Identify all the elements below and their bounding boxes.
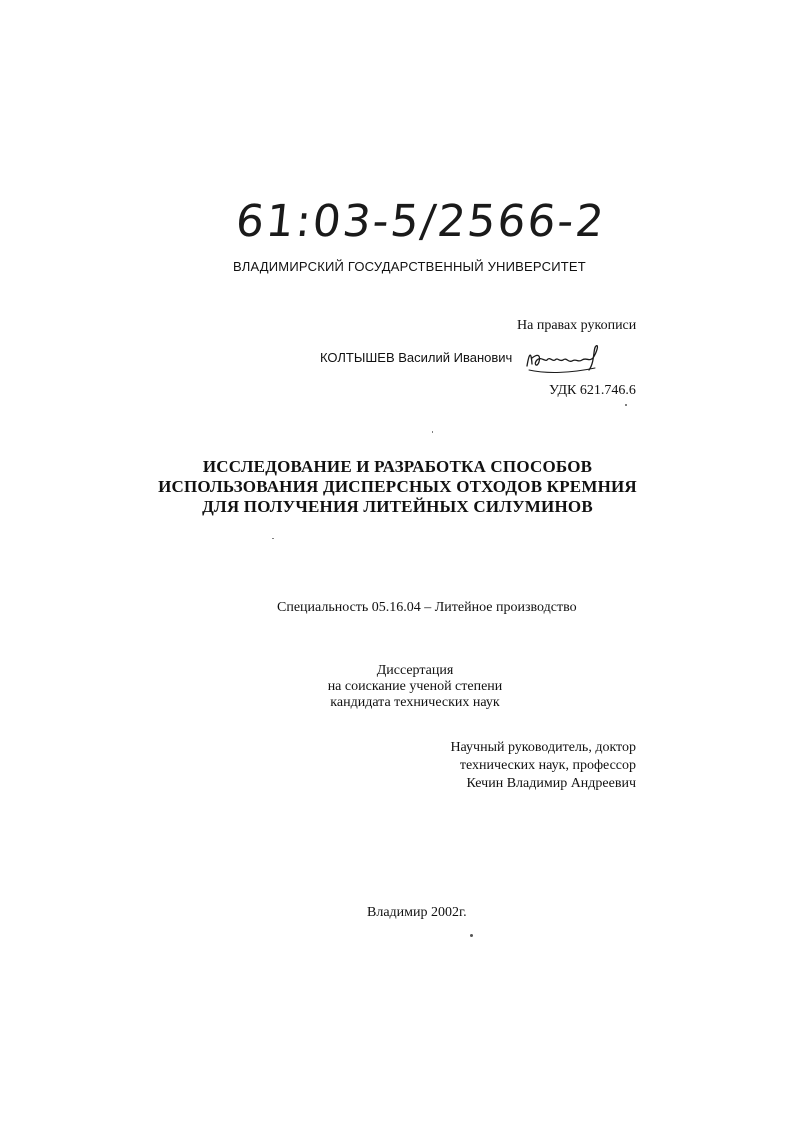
scan-speck: [625, 404, 627, 406]
manuscript-rights-note: На правах рукописи: [517, 318, 637, 333]
author-name: КОЛТЫШЕВ Василий Иванович: [320, 350, 513, 365]
university-name: ВЛАДИМИРСКИЙ ГОСУДАРСТВЕННЫЙ УНИВЕРСИТЕТ: [233, 259, 586, 274]
dissertation-degree-block: [0, 663, 795, 711]
udc-code: УДК 621.746.6: [549, 383, 636, 398]
scan-speck: [470, 934, 473, 937]
supervisor-line: Кечин Владимир Андреевич: [466, 776, 636, 791]
degree-line: на соискание ученой степени: [327, 679, 503, 694]
scan-speck: [272, 538, 274, 539]
degree-line: кандидата технических наук: [330, 695, 500, 710]
specialty-line: Специальность 05.16.04 – Литейное производство: [277, 600, 577, 615]
title-line: ИСПОЛЬЗОВАНИЯ ДИСПЕРСНЫХ ОТХОДОВ КРЕМНИЯ: [158, 477, 637, 496]
scan-speck: [432, 431, 433, 433]
title-line: ИССЛЕДОВАНИЕ И РАЗРАБОТКА СПОСОБОВ: [202, 457, 593, 476]
dissertation-title: [0, 457, 795, 517]
supervisor-line: Научный руководитель, доктор: [450, 740, 636, 755]
city-and-year: Владимир 2002г.: [367, 905, 467, 920]
handwritten-archive-code: 61:03-5/2566-2: [233, 196, 609, 247]
degree-line: Диссертация: [376, 663, 454, 678]
title-line: ДЛЯ ПОЛУЧЕНИЯ ЛИТЕЙНЫХ СИЛУМИНОВ: [202, 497, 593, 516]
handwritten-signature: [523, 340, 605, 376]
supervisor-block: [390, 739, 636, 793]
supervisor-line: технических наук, профессор: [459, 758, 636, 773]
